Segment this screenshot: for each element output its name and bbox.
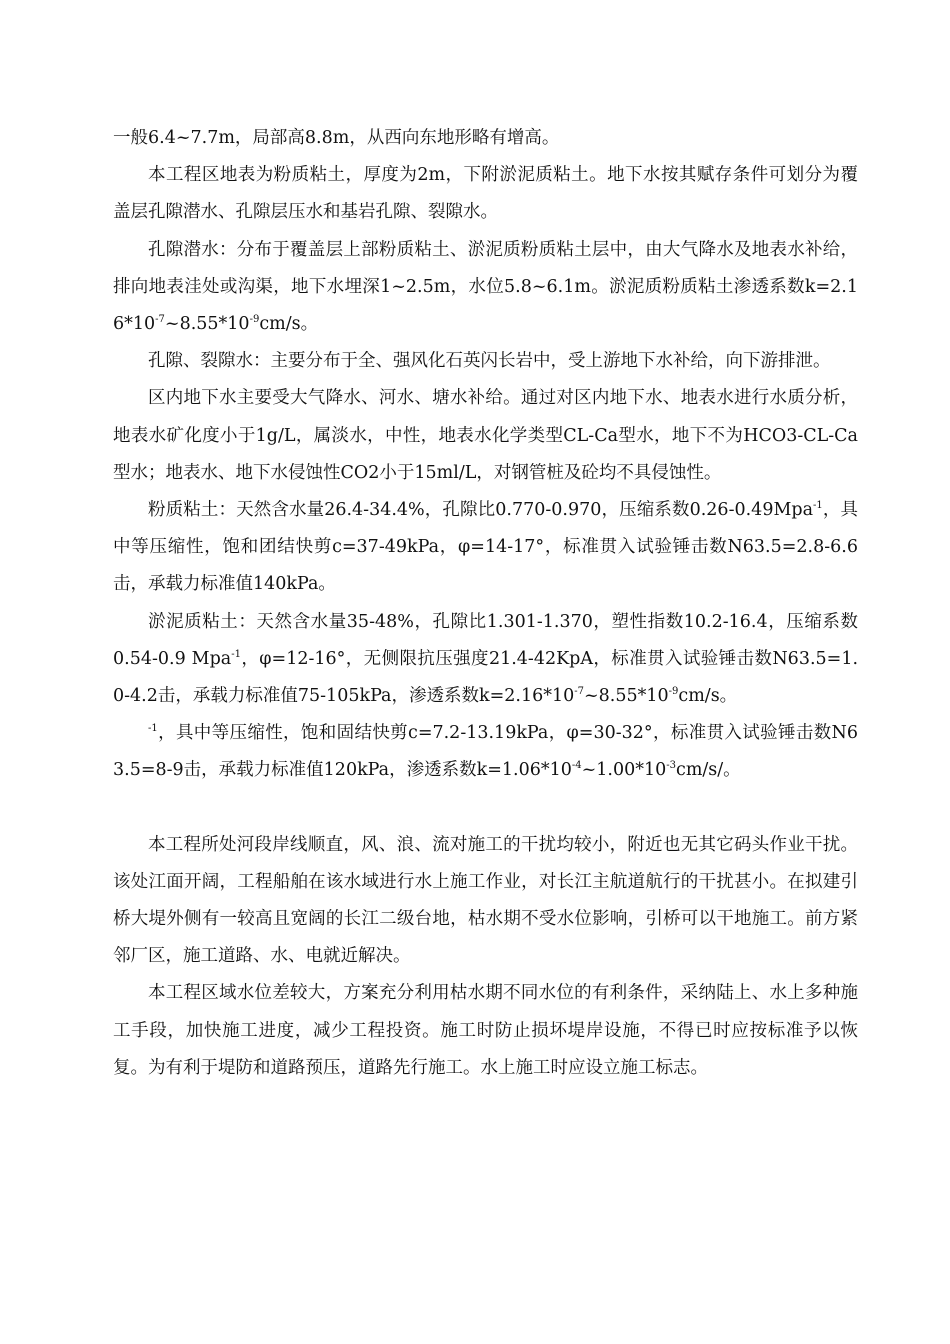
superscript-exponent: -1 (231, 648, 241, 660)
body-paragraph (113, 120, 858, 157)
superscript-exponent: -3 (666, 760, 677, 772)
superscript-exponent: -9 (249, 314, 260, 326)
body-paragraph (113, 232, 858, 344)
body-paragraph (113, 827, 858, 976)
paragraph-text: ，φ=12-16°，无侧限抗压强度21.4-42KpA，标准贯入试验锤击数N63.5=1.0-4.2击，承载力标准值75-105kPa，渗透系数k=2.16*10 (113, 648, 859, 707)
paragraph-text: 一般6.4~7.7m，局部高8.8m，从西向东地形略有增高。 (113, 128, 560, 148)
paragraph-text: 本工程所处河段岸线顺直，风、浪、流对施工的干扰均较小，附近也无其它码头作业干扰。该处江面开阔，工程船舶在该水域进行水上施工作业，对长江主航道航行的干扰甚小。在拟建引桥大堤外侧有一较高且宽阔的长江二级台地，枯水期不受水位影响，引桥可以干地施工。前方紧邻厂区，施工道路、水、电就近解决。 (113, 834, 858, 967)
body-paragraph (113, 492, 858, 604)
superscript-exponent: -1 (148, 723, 158, 735)
document-body (113, 120, 858, 1087)
body-paragraph (113, 380, 858, 492)
paragraph-text: ，具中等压缩性，饱和团结快剪c=37-49kPa，φ=14-17°，标准贯入试验锤击数N63.5=2.8-6.6击，承载力标准值140kPa。 (113, 500, 859, 595)
paragraph-text: cm/s。 (259, 314, 319, 335)
paragraph-text: 粉质粘土：天然含水量26.4-34.4%，孔隙比0.770-0.970，压缩系数0.26-0.49Mpa (148, 500, 814, 521)
superscript-exponent: -9 (668, 686, 679, 698)
superscript-exponent: -7 (155, 314, 165, 326)
body-paragraph (113, 715, 858, 789)
paragraph-text: 淤泥质粘土：天然含水量35-48%，孔隙比1.301-1.370，塑性指数10.2-16.4，压缩系数0.54-0.9 Mpa (113, 611, 858, 669)
body-paragraph (113, 975, 858, 1087)
paragraph-text: ~1.00*10 (581, 760, 667, 781)
paragraph-text: 孔隙潜水：分布于覆盖层上部粉质粘土、淤泥质粉质粘土层中，由大气降水及地表水补给，排向地表洼处或沟渠，地下水埋深1~2.5m，水位5.8~6.1m。淤泥质粉质粘土渗透系数k=2.16*10 (113, 239, 858, 335)
superscript-exponent: -7 (574, 686, 584, 698)
body-paragraph (113, 604, 858, 716)
paragraph-text: 区内地下水主要受大气降水、河水、塘水补给。通过对区内地下水、地表水进行水质分析，地表水矿化度小于1g/L，属淡水，中性，地表水化学类型CL-Ca型水，地下不为HCO3-CL-Ca型水；地表水、地下水侵蚀性CO2小于15ml/L，对钢管桩及砼均不具侵蚀性。 (113, 388, 858, 483)
superscript-exponent: -4 (571, 760, 582, 772)
paragraph-text: 孔隙、裂隙水：主要分布于全、强风化石英闪长岩中，受上游地下水补给，向下游排泄。 (148, 351, 831, 372)
body-paragraph (113, 343, 858, 380)
body-paragraph (113, 157, 858, 231)
paragraph-text: ~8.55*10 (164, 314, 250, 335)
paragraph-text: cm/s。 (678, 686, 738, 707)
paragraph-gap (113, 790, 858, 827)
paragraph-text: ~8.55*10 (584, 686, 669, 707)
paragraph-text: 本工程区地表为粉质粘土，厚度为2m，下附淤泥质粘土。地下水按其赋存条件可划分为覆盖层孔隙潜水、孔隙层压水和基岩孔隙、裂隙水。 (113, 165, 858, 223)
superscript-exponent: -1 (813, 500, 823, 512)
paragraph-text: 本工程区域水位差较大，方案充分利用枯水期不同水位的有利条件，采纳陆上、水上多种施工手段，加快施工进度，减少工程投资。施工时防止损坏堤岸设施，不得已时应按标准予以恢复。为有利于堤防和道路预压，道路先行施工。水上施工时应设立施工标志。 (113, 983, 858, 1078)
paragraph-text: cm/s/。 (676, 760, 741, 781)
paragraph-text: ，具中等压缩性，饱和固结快剪c=7.2-13.19kPa，φ=30-32°，标准贯入试验锤击数N63.5=8-9击，承载力标准值120kPa，渗透系数k=1.06*10 (113, 723, 858, 781)
